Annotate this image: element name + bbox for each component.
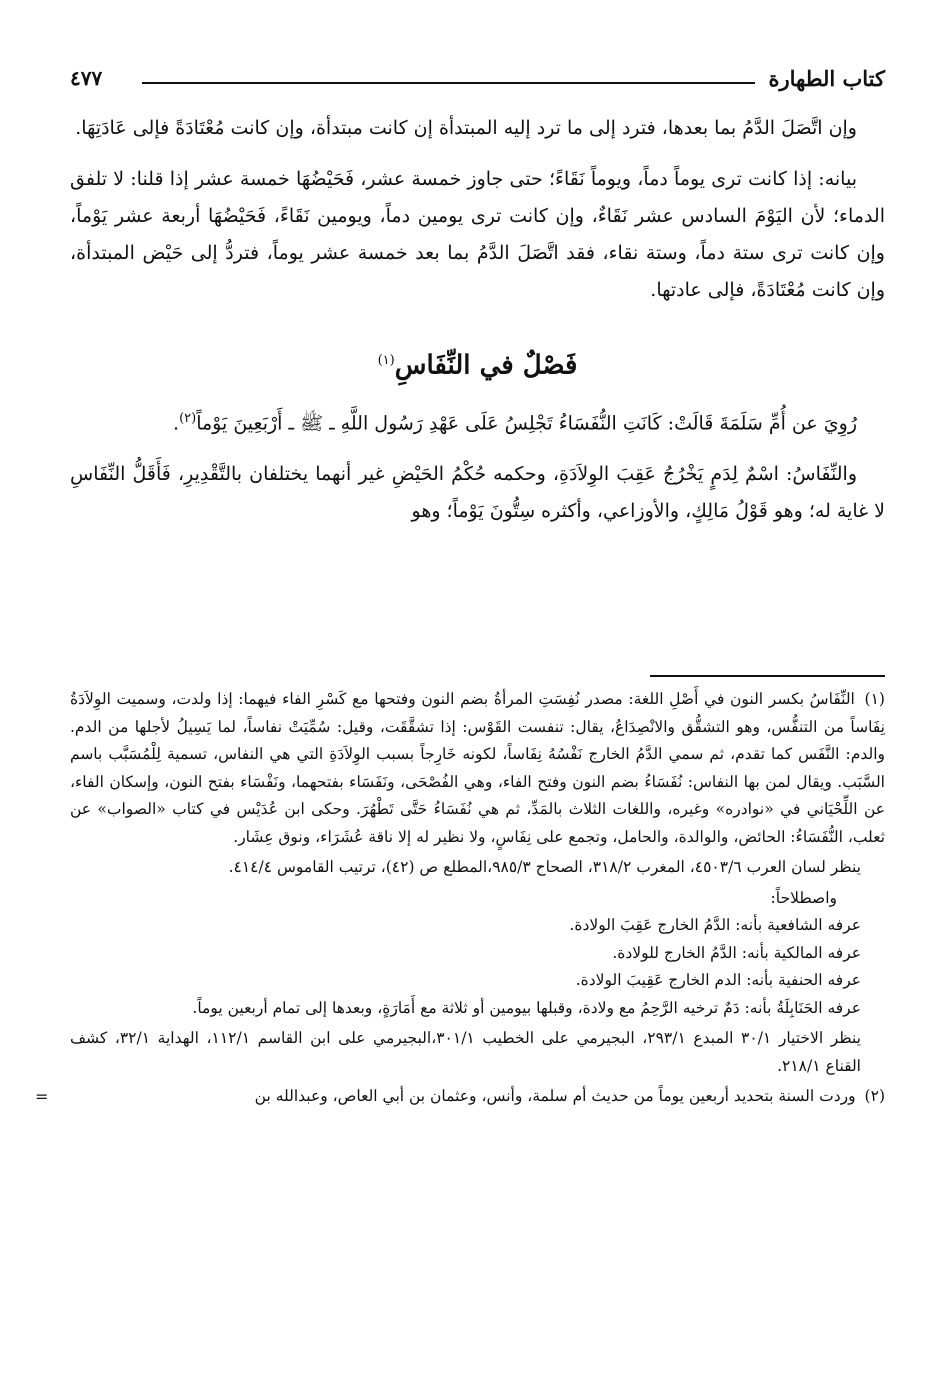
section-heading bbox=[70, 341, 885, 386]
paragraph-hadith: رُوِيَ عن أُمِّ سَلَمَةَ قَالَتْ: كَانَتِ النُّفَسَاءُ تَجْلِسُ عَلَى عَهْدِ رَسُول اللَّهِ ـ ﷺ ـ أَرْبَعِينَ يَوْماً$^{(٢)}$. bbox=[173, 410, 857, 434]
footnote-1-text: النِّفَاسُ بكسر النون في أَصْلِ اللغة: مصدر نُفِسَتِ المرأةُ بضم النون وفتحها مع كَسْرِ الفاء فيهما: إذا ولدت، وسميت الوِلاَدَةُ نِفَاساً من التنفُّس، وهو التشقُّق والانْصِدَاعُ، يقال: تنفست القَوْس: إذا تشقَّقَت، وقيل: سُمِّيَتْ نفاساً، لما يَسِيلُ لأجلها من الدم. والدم: النَّفَس كما تقدم، ثم سمي الدَّمُ الخارج نَفْسُهُ نِفَاساً، لكونه خَارِجاً بسبب الوِلاَدَةِ التي هي النفاس، تسمية لِلْمُسَبَّب باسم السَّبَب. ويقال لمن بها النفاس: نُفَسَاءُ بضم النون وفتح الفاء، وهي الفُصْحَى، ونَفَسَاء بفتحهما، ونَفْسَاء بفتح النون، وإسكان الفاء، عن اللِّحْيَاني في «نوادره» وغيره، واللغات الثلاث بالمَدِّ، ثم هي نُفَسَاءُ حَتَّى تَطْهُرَ. وحكى ابن عُدَيْس في كتاب «الصواب» عن ثعلب، النُّفَسَاءُ: الحائض، والوالدة، والحامل، وتجمع على نِفَاسٍ، ولا نظير له إلا ناقة عُشَرَاء، ونوق عِشَار. bbox=[70, 690, 885, 846]
continuation-mark: = bbox=[35, 1087, 49, 1106]
footnote-2-number: (٢) bbox=[864, 1087, 885, 1105]
paragraph-definition: والنِّفَاسُ: اسْمٌ لِدَمٍ يَخْرُجُ عَقِبَ الوِلاَدَةِ، وحكمه حُكْمُ الحَيْضِ غير أنهما يختلفان بالتَّقْدِيرِ، فَأَقَلُّ النِّفَاسِ لا غاية له؛ وهو قَوْلُ مَالِكٍ، والأوزاعي، وأكثره سِتُّونَ يَوْماً؛ وهو bbox=[70, 462, 885, 522]
footnote-1-term-intro: واصطلاحاً: bbox=[770, 888, 837, 907]
hadith-footnote-ref[interactable]: (٢) bbox=[179, 410, 197, 426]
running-header bbox=[70, 60, 885, 96]
section-heading-text: فَصْلٌ في النِّفَاسِ bbox=[394, 350, 578, 381]
footnote-1-def-maliki: عرفه المالكية بأنه: الدَّمُ الخارج للولادة. bbox=[612, 943, 861, 962]
main-text bbox=[70, 110, 885, 544]
footnote-1-def-hanbali: عرفه الحَنَابِلَةُ بأنه: دَمٌ ترخيه الرَّحِمُ مع ولادة، وقبلها بيومين أو ثلاثة مع أَمَارَةٍ، وبعدها إلى تمام أربعين يوماً. bbox=[192, 998, 861, 1017]
heading-footnote-ref[interactable]: (١) bbox=[377, 353, 395, 368]
page-number: ٤٧٧ bbox=[70, 66, 103, 90]
footnote-1-def-hanafi: عرفه الحنفية بأنه: الدم الخارج عَقِيبَ الولادة. bbox=[575, 971, 861, 989]
header-rule bbox=[142, 82, 755, 84]
paragraph-explanation: بيانه: إذا كانت ترى يوماً دماً، ويوماً نَقَاءً؛ حتى جاوز خمسة عشر، فَحَيْضُهَا خمسة عشر إذا قلنا: لا تلفق الدماء؛ لأن اليَوْمَ السادس عشر نَقَاءٌ، وإن كانت ترى يومين دماً، ويومين نَقَاءً، فَحَيْضُهَا أربعة عشر يَوْماً، وإن كانت ترى ستة دماً، وستة نقاء، فقد اتَّصَلَ الدَّمُ بما بعد خمسة عشر يوماً، فتردُّ إلى حَيْض المبتدأة، وإن كانت مُعْتَادَةً، فإلى عادتها. bbox=[70, 168, 885, 301]
footnotes-section bbox=[35, 686, 885, 1114]
footnote-2-text: وردت السنة بتحديد أربعين يوماً من حديث أم سلمة، وأنس، وعثمان بن أبي العاص، وعبدالله بن bbox=[254, 1087, 856, 1105]
footnote-1 bbox=[70, 686, 885, 851]
footnote-1-sources-2: ينظر الاختيار ٣٠/١ المبدع ٢٩٣/١، البجيرمي على الخطيب ٣٠١/١،البجيرمي على ابن القاسم ١١٢/١، الهداية ٣٢/١، كشف القناع ٢١٨/١. bbox=[70, 1029, 861, 1075]
footnote-1-def-shafii: عرفه الشافعية بأنه: الدَّمُ الخارج عَقِبَ الولادة. bbox=[569, 916, 861, 934]
paragraph-continued: وإن اتَّصَلَ الدَّمُ بما بعدها، فترد إلى ما ترد إليه المبتدأة إن كانت مبتدأة، وإن كانت مُعْتَادَةً فإلى عَادَتِهَا. bbox=[75, 117, 857, 139]
footnote-1-number: (١) bbox=[864, 690, 885, 708]
footnote-rule bbox=[650, 675, 885, 677]
book-section-title: كتاب الطهارة bbox=[768, 66, 885, 91]
hadith-text: رُوِيَ عن أُمِّ سَلَمَةَ قَالَتْ: كَانَتِ النُّفَسَاءُ تَجْلِسُ عَلَى عَهْدِ رَسُول اللَّهِ ـ ﷺ ـ أَرْبَعِينَ يَوْماً bbox=[196, 411, 857, 434]
footnote-2 bbox=[35, 1083, 885, 1111]
footnote-1-sources: ينظر لسان العرب ٤٥٠٣/٦، المغرب ٣١٨/٢، الصحاح ٩٨٥/٣،المطلع ص (٤٢)، ترتيب القاموس ٤١٤/٤. bbox=[228, 858, 861, 876]
book-page bbox=[35, 60, 885, 1340]
